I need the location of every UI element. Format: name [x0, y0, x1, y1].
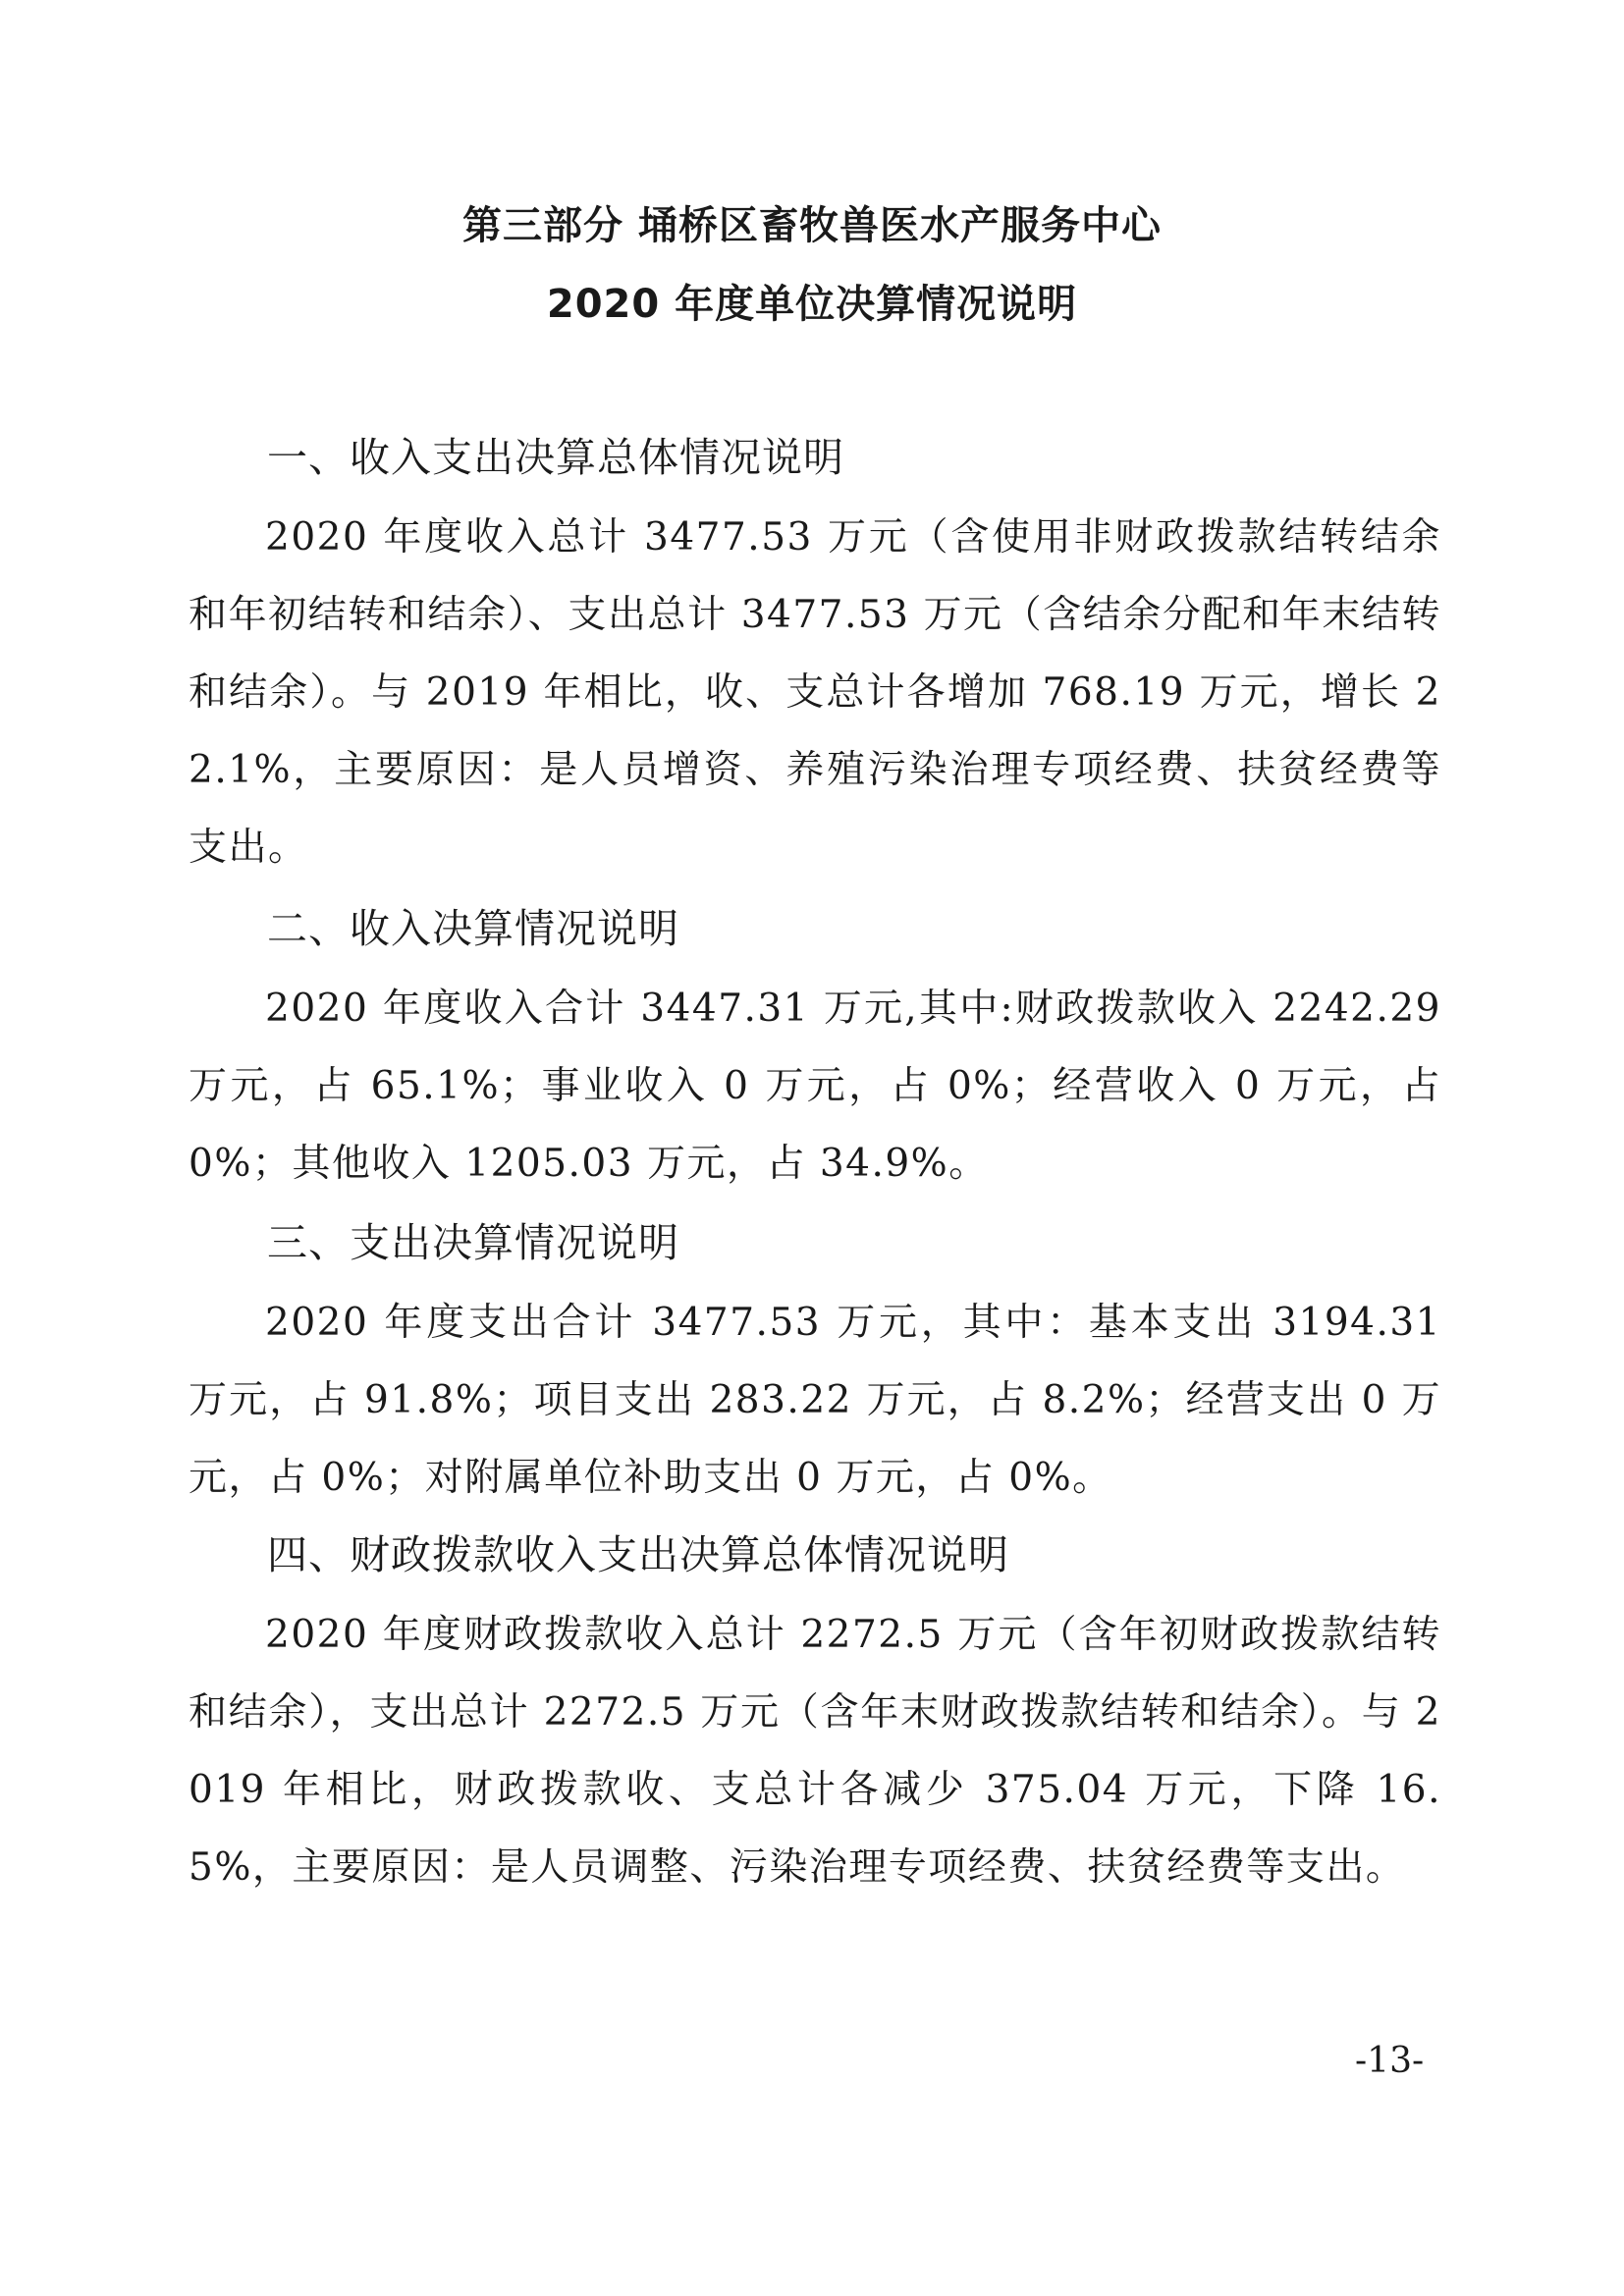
document-title-line-2: 2020 年度单位决算情况说明	[546, 282, 1078, 327]
section-4-body: 2020 年度财政拨款收入总计 2272.5 万元（含年初财政拨款结转和结余），支出总计 2272.5 万元（含年末财政拨款结转和结余）。与 2019 年相比，财政拨款收、支总计各减少 375.04 万元，下降 16.5%，主要原因：是人员调整、污染治理专项经费、扶贫经费等支出。	[189, 1613, 1441, 1890]
section-3-heading: 三、支出决算情况说明	[267, 1219, 679, 1266]
page-number: -13-	[1355, 2041, 1425, 2081]
document-title-line-1: 第三部分 埇桥区畜牧兽医水产服务中心	[462, 203, 1162, 248]
section-2-heading: 二、收入决算情况说明	[267, 905, 679, 952]
section-1-heading: 一、收入支出决算总体情况说明	[267, 434, 844, 481]
section-3-body: 2020 年度支出合计 3477.53 万元，其中：基本支出 3194.31 万元，占 91.8%；项目支出 283.22 万元，占 8.2%；经营支出 0 万元，占 0%；对附属单位补助支出 0 万元，占 0%。	[189, 1301, 1441, 1500]
section-4-heading: 四、财政拨款收入支出决算总体情况说明	[267, 1531, 1009, 1578]
section-1-body: 2020 年度收入总计 3477.53 万元（含使用非财政拨款结转结余和年初结转和结余）、支出总计 3477.53 万元（含结余分配和年末结转和结余）。与 2019 年相比，收、支总计各增加 768.19 万元，增长 22.1%，主要原因：是人员增资、养殖污染治理专项经费、扶贫经费等支出。	[189, 515, 1441, 870]
section-2-body: 2020 年度收入合计 3447.31 万元,其中:财政拨款收入 2242.29 万元，占 65.1%；事业收入 0 万元，占 0%；经营收入 0 万元，占 0%；其他收入 1205.03 万元，占 34.9%。	[189, 987, 1441, 1186]
